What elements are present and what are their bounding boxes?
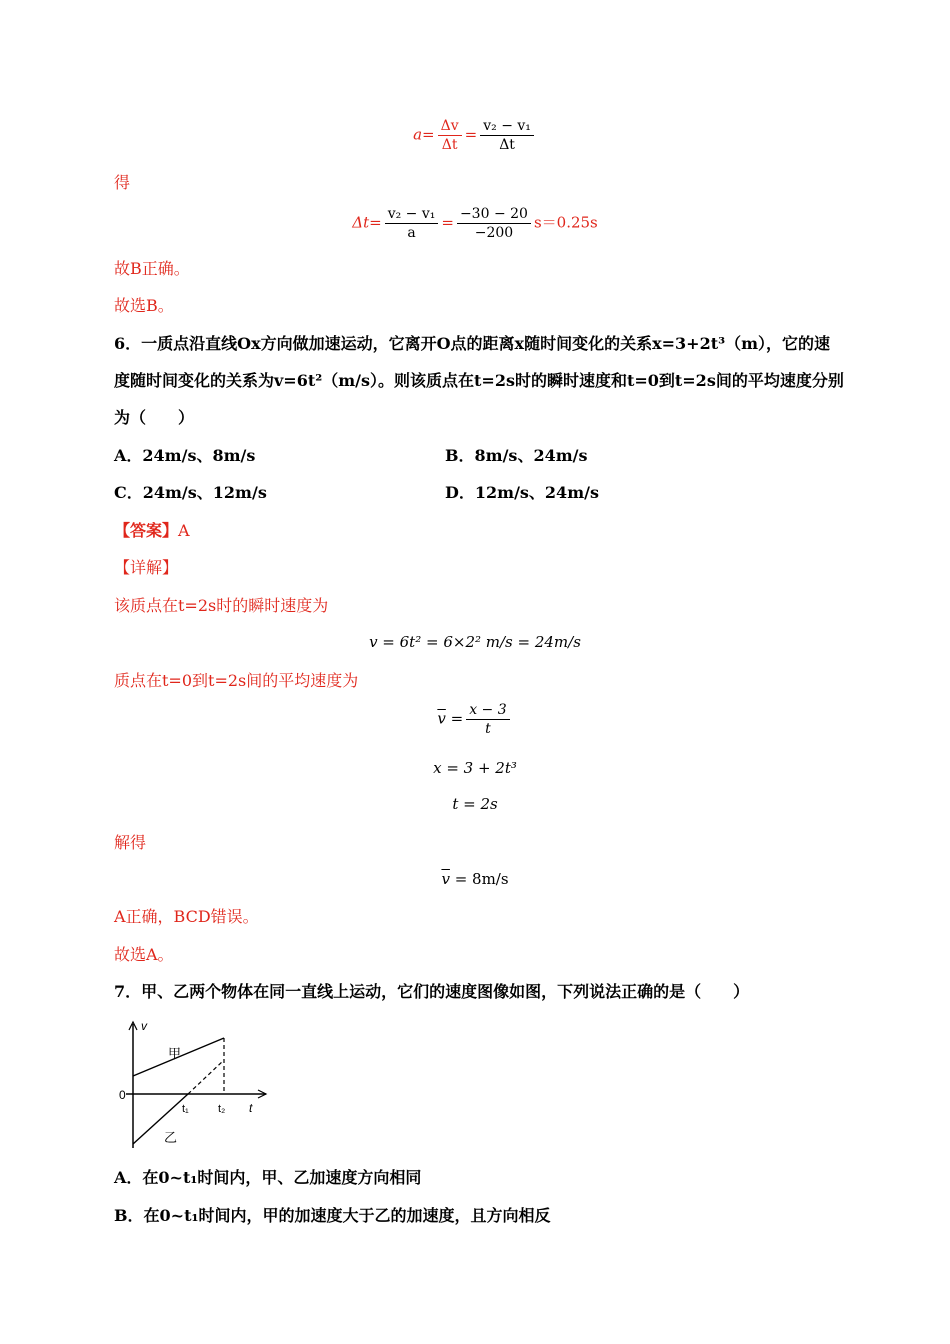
text-choose-a: 故选A。 xyxy=(114,945,174,964)
fraction-numerator: x − 3 xyxy=(466,702,509,720)
line-yi-dashed xyxy=(188,1060,224,1094)
text-de: 得 xyxy=(114,173,131,192)
formula-equals: = xyxy=(422,125,435,144)
formula-instant-velocity: v = 6t² = 6×2² m/s = 24m/s xyxy=(369,633,581,651)
answer-label: 【答案】 xyxy=(114,521,179,540)
t2-label: t₂ xyxy=(218,1103,226,1115)
formula-result: s＝0.25s xyxy=(533,213,598,232)
formula-equals: = xyxy=(441,213,454,232)
formula-equals: = xyxy=(369,213,382,232)
q7-option-b: B．在0~t₁时间内，甲的加速度大于乙的加速度，且方向相反 xyxy=(114,1206,551,1225)
q6-option-b: B．8m/s、24m/s xyxy=(445,446,588,465)
q7-option-a: A．在0~t₁时间内，甲、乙加速度方向相同 xyxy=(114,1168,422,1187)
formula-symbol: $\overline{v}$ xyxy=(441,870,450,888)
formula-acceleration xyxy=(0,118,950,153)
formula-equals: = xyxy=(464,125,478,144)
origin-label: 0 xyxy=(119,1088,126,1102)
q6-stem-line3: 为（ ） xyxy=(114,408,195,427)
q6-detail-1: 该质点在t=2s时的瞬时速度为 xyxy=(114,596,329,615)
t-label: t xyxy=(249,1101,253,1115)
v-label: v xyxy=(141,1019,147,1033)
text-a-correct: A正确，BCD错误。 xyxy=(114,907,259,926)
fraction-denominator: −200 xyxy=(474,225,514,241)
formula-symbol: a xyxy=(413,125,423,144)
formula-rhs: = 8m/s xyxy=(454,870,509,888)
q6-stem-line1: 6．一质点沿直线Ox方向做加速运动，它离开O点的距离x随时间变化的关系x=3+2t³（m），它的速 xyxy=(114,334,831,353)
fraction-denominator: Δt xyxy=(441,137,458,153)
line-yi xyxy=(133,1094,188,1144)
q7-stem: 7．甲、乙两个物体在同一直线上运动，它们的速度图像如图，下列说法正确的是（ ） xyxy=(114,982,750,1001)
q6-stem-line2: 度随时间变化的关系为v=6t²（m/s）。则该质点在t=2s时的瞬时速度和t=0到t=2s间的平均速度分别 xyxy=(114,371,844,390)
text-b-correct: 故B正确。 xyxy=(114,259,190,278)
fraction-denominator: a xyxy=(407,225,416,241)
formula-equals: = xyxy=(450,709,464,728)
q6-option-a: A．24m/s、8m/s xyxy=(114,446,256,465)
fraction xyxy=(457,206,531,241)
text-choose-b: 故选B。 xyxy=(114,296,174,315)
q6-option-d: D．12m/s、24m/s xyxy=(445,483,599,502)
formula-position: x = 3 + 2t³ xyxy=(433,759,517,777)
formula-time: t = 2s xyxy=(452,795,498,813)
formula-delta-t xyxy=(0,206,950,241)
answer-value: A xyxy=(178,521,190,540)
fraction-numerator: v₂ − v₁ xyxy=(480,118,534,136)
fraction xyxy=(438,118,462,153)
formula-symbol: $\overline{v}$ xyxy=(437,709,446,728)
fraction-numerator: v₂ − v₁ xyxy=(385,206,439,224)
q6-option-c: C．24m/s、12m/s xyxy=(114,483,267,502)
fraction xyxy=(480,118,534,153)
fraction xyxy=(466,702,509,737)
formula-average-result xyxy=(0,870,950,888)
q6-detail-label: 【详解】 xyxy=(114,558,179,577)
fraction xyxy=(385,206,439,241)
t1-label: t₁ xyxy=(182,1103,189,1115)
fraction-numerator: −30 − 20 xyxy=(457,206,531,224)
jia-label: 甲 xyxy=(168,1047,182,1062)
q6-answer xyxy=(114,521,190,541)
fraction-numerator: Δv xyxy=(438,118,462,136)
formula-symbol: Δt xyxy=(352,213,370,232)
fraction-denominator: Δt xyxy=(499,137,515,153)
fraction-denominator: t xyxy=(485,721,491,737)
q6-detail-2: 质点在t=0到t=2s间的平均速度为 xyxy=(114,671,359,690)
formula-average-velocity xyxy=(0,702,950,737)
yi-label: 乙 xyxy=(164,1131,178,1146)
velocity-time-graph xyxy=(114,1016,274,1151)
q6-detail-3: 解得 xyxy=(114,833,147,852)
